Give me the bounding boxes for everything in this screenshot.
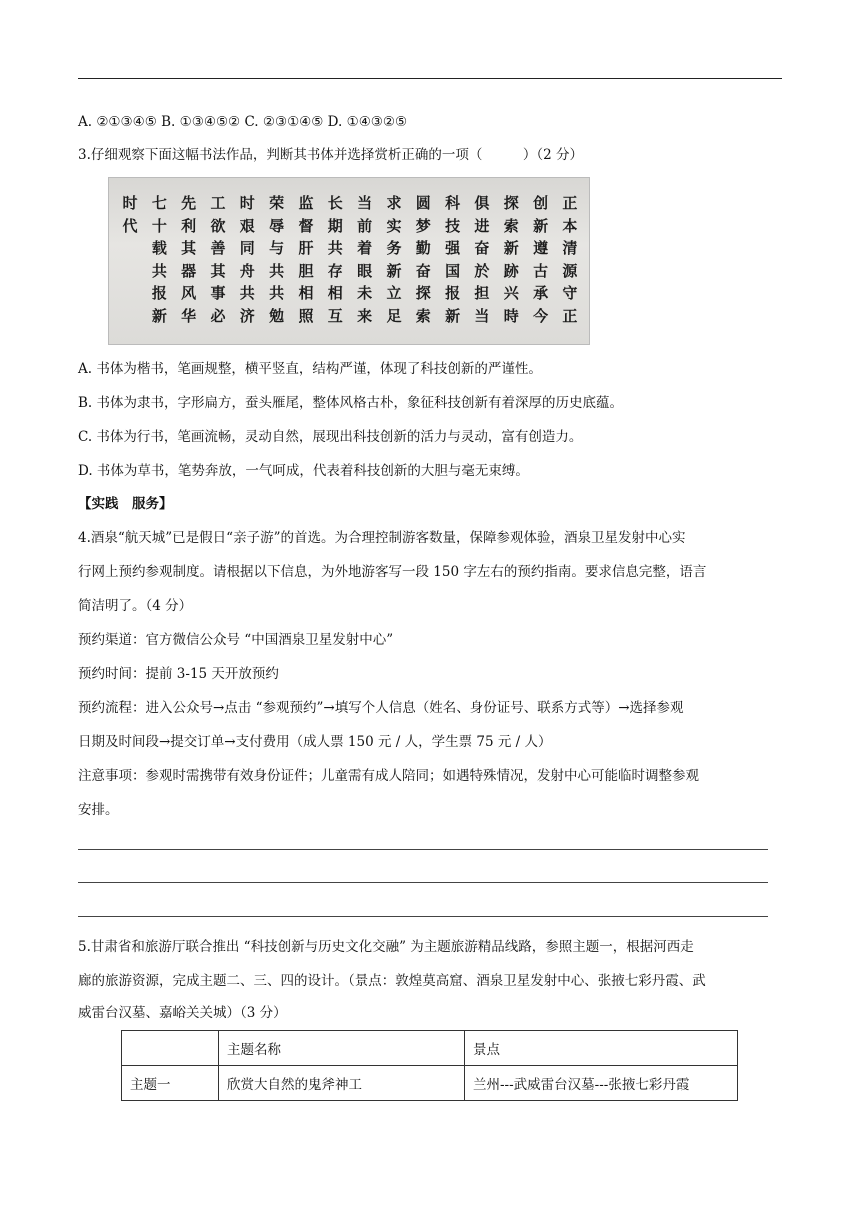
calligraphy-column: 长 期 共 存 相 互 bbox=[327, 194, 343, 325]
calligraphy-column: 荣 辱 与 共 共 勉 bbox=[269, 194, 285, 325]
table-header-cell: 景点 bbox=[465, 1031, 738, 1066]
table-header-cell: 主题名称 bbox=[219, 1031, 465, 1066]
calligraphy-column: 俱 进 奋 於 担 当 bbox=[474, 194, 490, 325]
header-rule bbox=[78, 78, 782, 79]
answer-line-3[interactable] bbox=[78, 916, 768, 917]
table-header-cell bbox=[122, 1031, 219, 1066]
calligraphy-column: 探 索 新 跡 兴 時 bbox=[503, 194, 519, 325]
q4-stem-line-1: 4.酒泉“航天城”已是假日“亲子游”的首选。为合理控制游客数量，保障参观体验，酒泉卫星发射中心实 bbox=[78, 530, 686, 546]
table-row bbox=[122, 1066, 738, 1101]
calligraphy-column: 先 利 其 器 风 华 bbox=[181, 194, 197, 325]
q4-process-line-2: 日期及时间段→提交订单→支付费用（成人票 150 元 / 人，学生票 75 元 / 人） bbox=[78, 734, 552, 750]
q4-stem-line-2: 行网上预约参观制度。请根据以下信息，为外地游客写一段 150 字左右的预约指南。要求信息完整，语言 bbox=[78, 564, 707, 580]
q4-notes-line-1: 注意事项：参观时需携带有效身份证件；儿童需有成人陪同；如遇特殊情况，发射中心可能临时调整参观 bbox=[78, 768, 699, 784]
table-header-row bbox=[122, 1031, 738, 1066]
q4-process-line-1: 预约流程：进入公众号→点击 “参观预约”→填写个人信息（姓名、身份证号、联系方式等）→选择参观 bbox=[78, 700, 684, 716]
q4-time: 预约时间：提前 3-15 天开放预约 bbox=[78, 666, 279, 682]
q4-notes-line-2: 安排。 bbox=[78, 802, 119, 818]
answer-line-1[interactable] bbox=[78, 849, 768, 850]
calligraphy-columns bbox=[119, 192, 581, 332]
calligraphy-column: 七 十 载 共 报 新 bbox=[151, 194, 167, 325]
calligraphy-column: 科 技 强 国 报 新 bbox=[445, 194, 461, 325]
calligraphy-column: 时 代 bbox=[122, 194, 138, 235]
q3-stem: 3.仔细观察下面这幅书法作品，判断其书体并选择赏析正确的一项（ ）（2 分） bbox=[78, 147, 584, 163]
calligraphy-column: 求 实 务 新 立 足 bbox=[386, 194, 402, 325]
q3-option-b: B. 书体为隶书，字形扁方，蚕头雁尾，整体风格古朴，象征科技创新有着深厚的历史底蕴。 bbox=[78, 395, 624, 411]
q5-stem-line-1: 5.甘肃省和旅游厅联合推出 “科技创新与历史文化交融” 为主题旅游精品线路，参照主题一，根据河西走 bbox=[78, 939, 694, 955]
calligraphy-column: 圆 梦 勤 奋 探 索 bbox=[415, 194, 431, 325]
q5-stem-line-3: 威雷台汉墓、嘉峪关关城）（3 分） bbox=[78, 1005, 287, 1021]
table-cell: 兰州---武威雷台汉墓---张掖七彩丹霞 bbox=[465, 1066, 738, 1101]
q3-option-d: D. 书体为草书，笔势奔放，一气呵成，代表着科技创新的大胆与毫无束缚。 bbox=[78, 463, 529, 479]
calligraphy-column: 时 艰 同 舟 共 济 bbox=[239, 194, 255, 325]
calligraphy-column: 当 前 着 眼 未 来 bbox=[357, 194, 373, 325]
q3-option-a: A. 书体为楷书，笔画规整，横平竖直，结构严谨，体现了科技创新的严谨性。 bbox=[78, 361, 542, 377]
calligraphy-column: 创 新 遵 古 承 今 bbox=[533, 194, 549, 325]
calligraphy-column: 监 督 肝 胆 相 照 bbox=[298, 194, 314, 325]
calligraphy-column: 正 本 清 源 守 正 bbox=[562, 194, 578, 325]
answer-line-2[interactable] bbox=[78, 882, 768, 883]
calligraphy-image bbox=[108, 177, 590, 345]
q3-option-c: C. 书体为行书，笔画流畅，灵动自然，展现出科技创新的活力与灵动，富有创造力。 bbox=[78, 429, 583, 445]
section-heading: 【实践 服务】 bbox=[78, 496, 173, 512]
theme-table bbox=[121, 1030, 738, 1101]
table-cell: 欣赏大自然的鬼斧神工 bbox=[219, 1066, 465, 1101]
calligraphy-column: 工 欲 善 其 事 必 bbox=[210, 194, 226, 325]
q5-stem-line-2: 廊的旅游资源，完成主题二、三、四的设计。（景点：敦煌莫高窟、酒泉卫星发射中心、张掖七彩丹霞、武 bbox=[78, 973, 706, 989]
table-cell: 主题一 bbox=[122, 1066, 219, 1101]
q4-stem-line-3: 简洁明了。（4 分） bbox=[78, 598, 193, 614]
q2-options: A. ②①③④⑤ B. ①③④⑤② C. ②③①④⑤ D. ①④③②⑤ bbox=[78, 114, 408, 130]
q4-channel: 预约渠道：官方微信公众号 “中国酒泉卫星发射中心” bbox=[78, 632, 394, 648]
